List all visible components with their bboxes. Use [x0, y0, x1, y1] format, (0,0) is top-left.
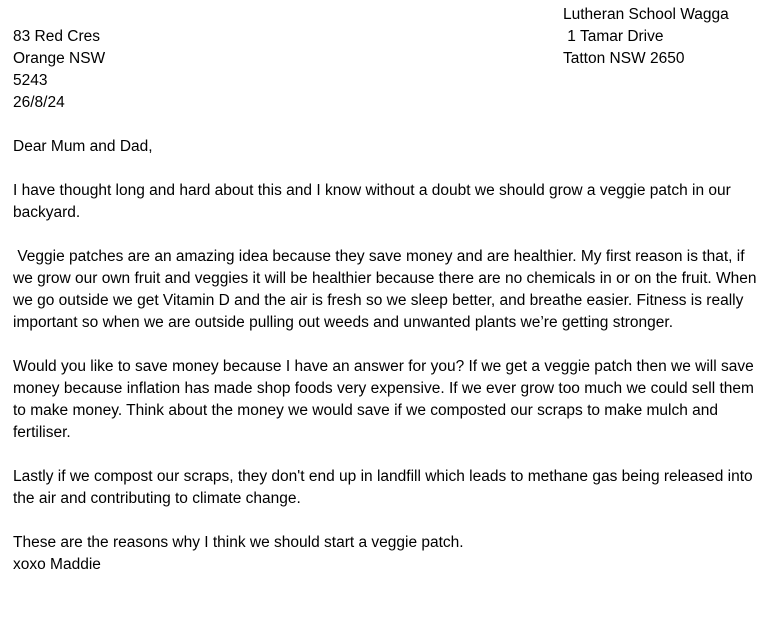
closing-sentence: These are the reasons why I think we should start a veggie patch.: [13, 534, 464, 551]
sender-address: [13, 26, 105, 114]
paragraph-intro: I have thought long and hard about this and I know without a doubt we should grow a veggie patch in our backyard.: [13, 182, 731, 221]
spacer: [13, 510, 761, 532]
letter-date: 26/8/24: [13, 94, 65, 111]
sender-town: Orange NSW: [13, 50, 106, 67]
signoff: xoxo Maddie: [13, 556, 101, 573]
paragraph-environment: Lastly if we compost our scraps, they don't end up in landfill which leads to methane gas being released into the air and contributing to climate change.: [13, 468, 753, 507]
recipient-address: [563, 4, 763, 70]
recipient-line-3: Tatton NSW 2650: [563, 50, 685, 67]
paragraph-money: Would you like to save money because I have an answer for you? If we get a veggie patch then we will save money because inflation has made shop foods very expensive. If we ever grow too much we could sell them to make money. Think about the money we would save if we composted our scraps to make mulch and fertiliser.: [13, 358, 754, 441]
sender-postcode: 5243: [13, 72, 48, 89]
greeting: Dear Mum and Dad,: [13, 138, 153, 155]
spacer: [13, 334, 761, 356]
paragraph-health: Veggie patches are an amazing idea because they save money and are healthier. My first reason is that, if we grow our own fruit and veggies it will be healthier because there are no chemicals in or on the fruit. When we go outside we get Vitamin D and the air is fresh so we sleep better, and breathe easier. Fitness is really important so when we are outside pulling out weeds and unwanted plants we’re getting stronger.: [13, 248, 761, 331]
spacer: [13, 224, 761, 246]
spacer: [13, 158, 761, 180]
recipient-line-2: 1 Tamar Drive: [563, 28, 664, 45]
sender-street: 83 Red Cres: [13, 28, 101, 45]
spacer: [13, 444, 761, 466]
letter-body: [13, 136, 761, 576]
recipient-line-1: Lutheran School Wagga: [563, 6, 729, 23]
